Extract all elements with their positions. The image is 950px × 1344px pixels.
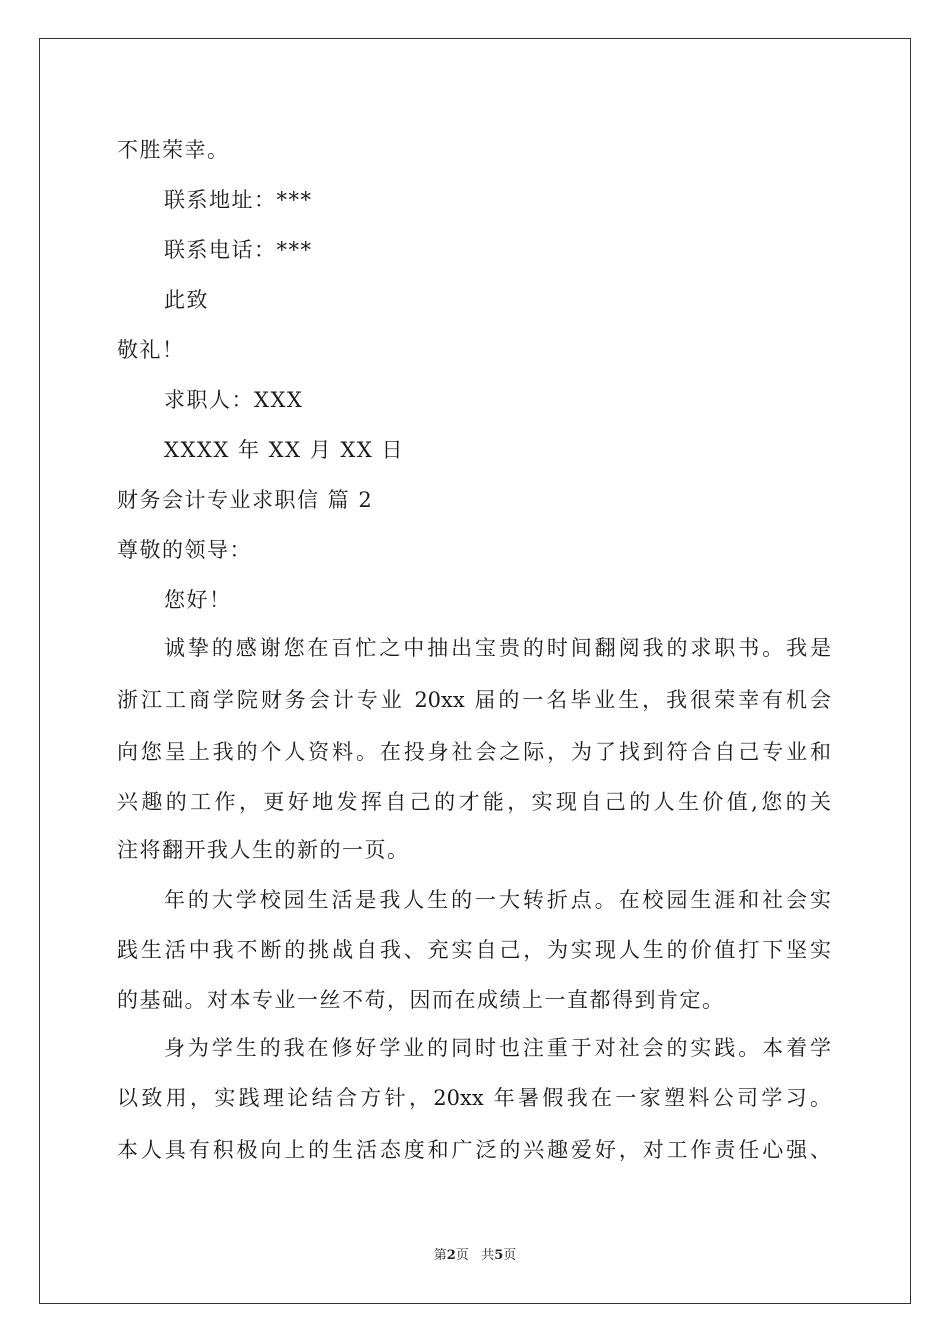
text-line: 不胜荣幸。 xyxy=(117,138,230,162)
contact-address: 联系地址：*** xyxy=(164,188,313,212)
page-footer xyxy=(0,1247,950,1265)
paragraph-line: 的基础。对本专业一丝不苟，因而在成绩上一直都得到肯定。 xyxy=(117,988,725,1012)
paragraph-line: 以致用，实践理论结合方针，20xx 年暑假我在一家塑料公司学习。 xyxy=(117,1086,831,1110)
footer-middle: 页 共 xyxy=(455,1248,495,1263)
footer-current-page: 2 xyxy=(446,1248,456,1263)
contact-phone: 联系电话：*** xyxy=(164,238,313,262)
paragraph-line: 兴趣的工作，更好地发挥自己的才能，实现自己的人生价值,您的关 xyxy=(117,790,831,814)
page-border xyxy=(39,38,911,1304)
letter-date: XXXX 年 XX 月 XX 日 xyxy=(164,438,404,462)
paragraph-line: 践生活中我不断的挑战自我、充实自己，为实现人生的价值打下坚实 xyxy=(117,938,831,962)
paragraph-line: 诚挚的感谢您在百忙之中抽出宝贵的时间翻阅我的求职书。我是 xyxy=(164,636,831,660)
greeting: 您好！ xyxy=(164,588,232,612)
paragraph-line: 浙江工商学院财务会计专业 20xx 届的一名毕业生，我很荣幸有机会 xyxy=(117,688,831,712)
paragraph-line: 向您呈上我的个人资料。在投身社会之际，为了找到符合自己专业和 xyxy=(117,740,831,764)
paragraph-line: 年的大学校园生活是我人生的一大转折点。在校园生涯和社会实 xyxy=(164,888,831,912)
paragraph-line: 本人具有积极向上的生活态度和广泛的兴趣爱好，对工作责任心强、 xyxy=(117,1138,831,1162)
section-heading: 财务会计专业求职信 篇 2 xyxy=(117,488,374,512)
footer-prefix: 第 xyxy=(433,1248,447,1263)
closing-salute: 敬礼！ xyxy=(117,338,185,362)
footer-total-pages: 5 xyxy=(494,1248,504,1263)
closing-greeting: 此致 xyxy=(164,288,209,312)
paragraph-line: 身为学生的我在修好学业的同时也注重于对社会的实践。本着学 xyxy=(164,1036,831,1060)
footer-suffix: 页 xyxy=(503,1248,517,1263)
salutation: 尊敬的领导： xyxy=(117,538,252,562)
paragraph-line: 注将翻开我人生的新的一页。 xyxy=(117,838,410,862)
applicant-name: 求职人：XXX xyxy=(164,388,304,412)
